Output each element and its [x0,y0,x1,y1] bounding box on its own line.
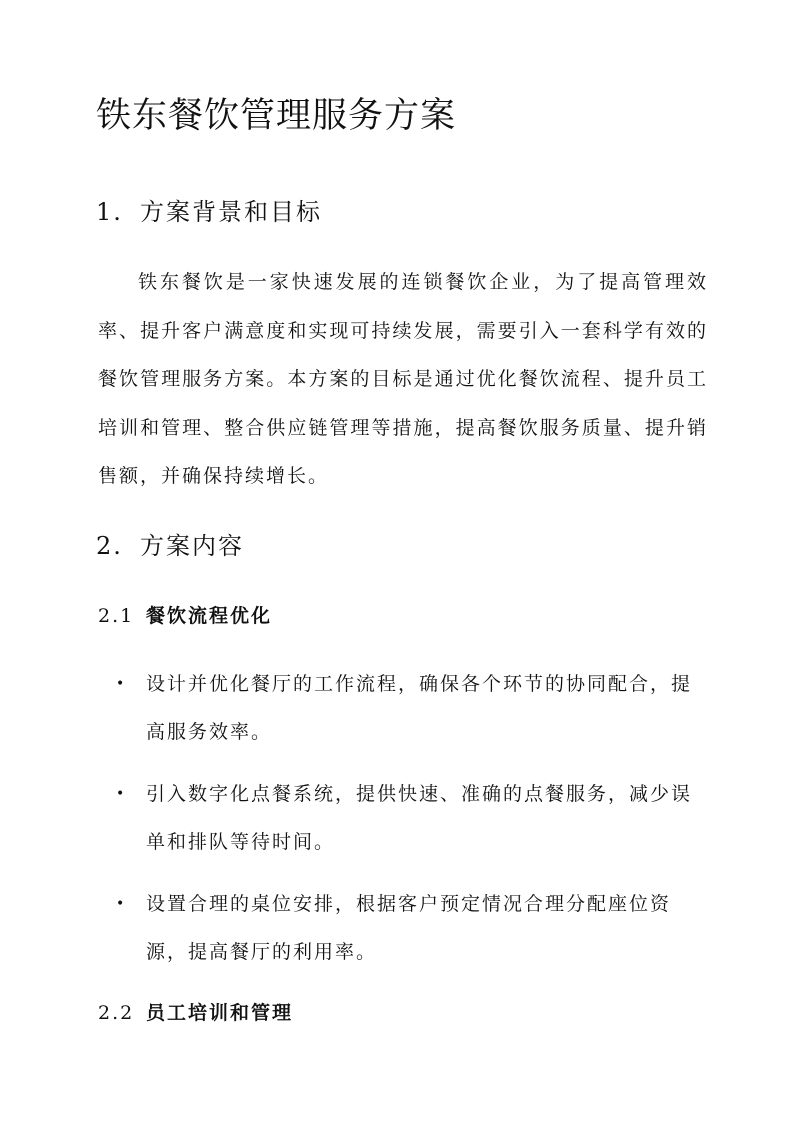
section-heading-2 [96,528,244,564]
subsection-number: 2.2 [98,1002,135,1024]
list-item [116,880,696,976]
subsection-heading-2-1 [98,601,272,631]
section-title: 方案背景和目标 [140,198,322,226]
background-paragraph: 铁东餐饮是一家快速发展的连锁餐饮企业，为了提高管理效率、提升客户满意度和实现可持续发展，需要引入一套科学有效的餐饮管理服务方案。本方案的目标是通过优化餐饮流程、提升员工培训和管理、整合供应链管理等措施，提高餐饮服务质量、提升销售额，并确保持续增长。 [98,271,708,487]
bullet-icon: • [116,676,127,692]
subsection-title: 餐饮流程优化 [146,605,273,627]
subsection-title: 员工培训和管理 [146,1002,294,1024]
section-heading-1 [96,194,322,230]
subsection-number: 2.1 [98,605,135,627]
bullet-icon: • [116,896,127,912]
list-item-text: 引入数字化点餐系统，提供快速、准确的点餐服务，减少误单和排队等待时间。 [146,783,693,853]
list-item [116,770,696,866]
section-number: 1. [96,198,123,226]
bullet-icon: • [116,786,127,802]
list-item [116,660,696,756]
list-item-text: 设计并优化餐厅的工作流程，确保各个环节的协同配合，提高服务效率。 [146,673,693,743]
document-title: 铁东餐饮管理服务方案 [96,96,457,136]
list-item-text: 设置合理的桌位安排，根据客户预定情况合理分配座位资源，提高餐厅的利用率。 [146,893,672,963]
section-title: 方案内容 [140,532,244,560]
subsection-heading-2-2 [98,998,293,1028]
section-number: 2. [96,532,123,560]
